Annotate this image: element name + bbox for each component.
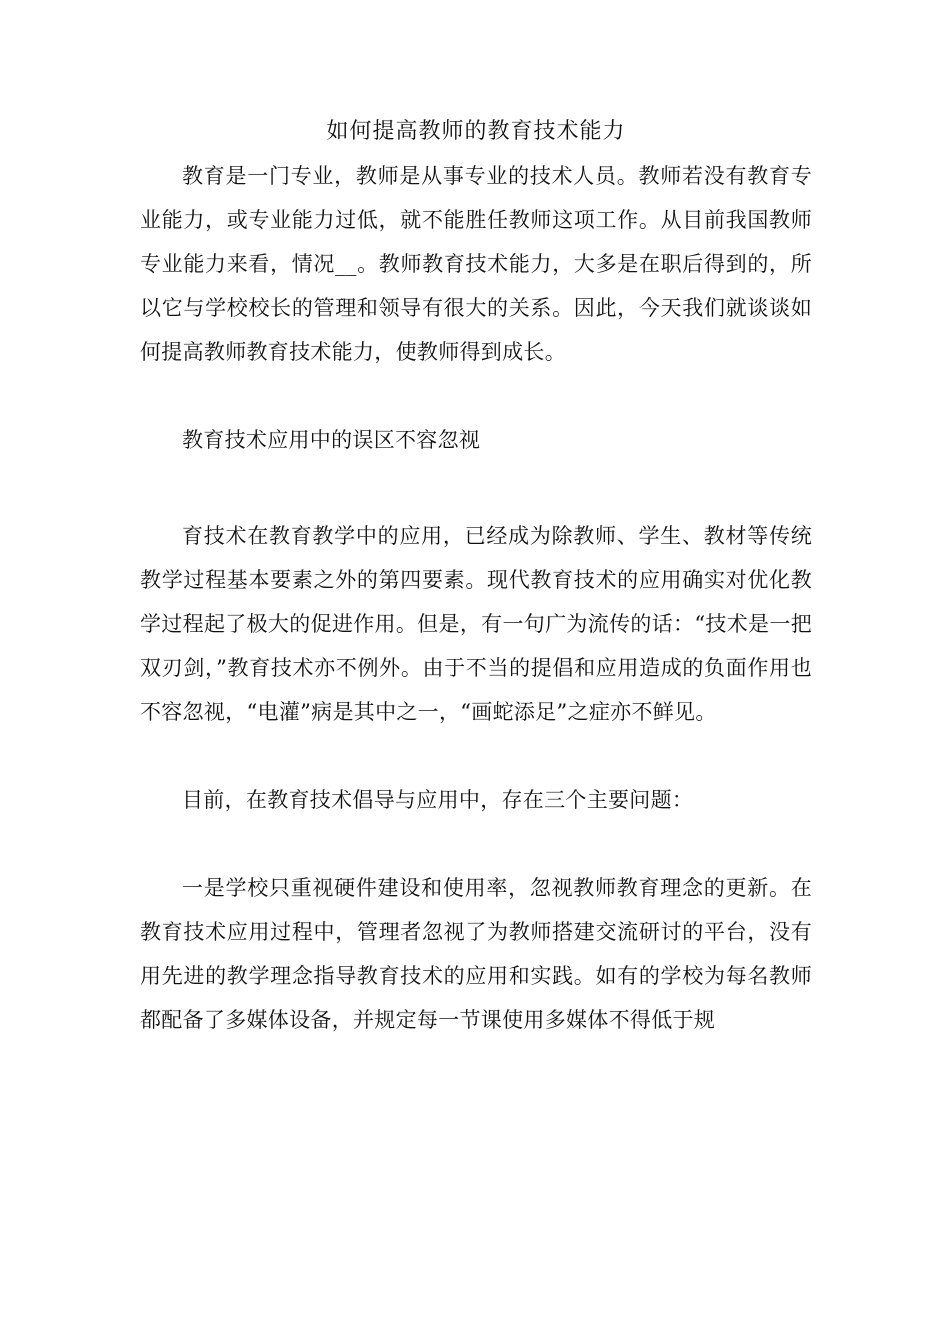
document-title: 如何提高教师的教育技术能力: [326, 119, 626, 144]
document-body: [140, 110, 812, 1042]
body-paragraph: 育技术在教育教学中的应用，已经成为除教师、学生、教材等传统教学过程基本要素之外的第四要素。现代教育技术的应用确实对优化教学过程起了极大的促进作用。但是，有一句广为流传的话：“技术是一把双刃剑，”教育技术亦不例外。由于不当的提倡和应用造成的负面作用也不容忽视，“电灌”病是其中之一，“画蛇添足”之症亦不鲜见。: [140, 524, 812, 724]
intro-paragraph: 教育是一门专业，教师是从事专业的技术人员。教师若没有教育专业能力，或专业能力过低，就不能胜任教师这项工作。从目前我国教师专业能力来看，情况__。教师教育技术能力，大多是在职后得到的，所以它与学校校长的管理和领导有很大的关系。因此，今天我们就谈谈如何提高教师教育技术能力，使教师得到成长。: [140, 164, 812, 364]
body-paragraph: 目前，在教育技术倡导与应用中，存在三个主要问题：: [182, 788, 694, 812]
section-heading: 教育技术应用中的误区不容忽视: [182, 428, 481, 452]
body-paragraph: 一是学校只重视硬件建设和使用率，忽视教师教育理念的更新。在教育技术应用过程中，管理者忽视了为教师搭建交流研讨的平台，没有用先进的教学理念指导教育技术的应用和实践。如有的学校为每名教师都配备了多媒体设备，并规定每一节课使用多媒体不得低于规: [140, 876, 812, 1032]
